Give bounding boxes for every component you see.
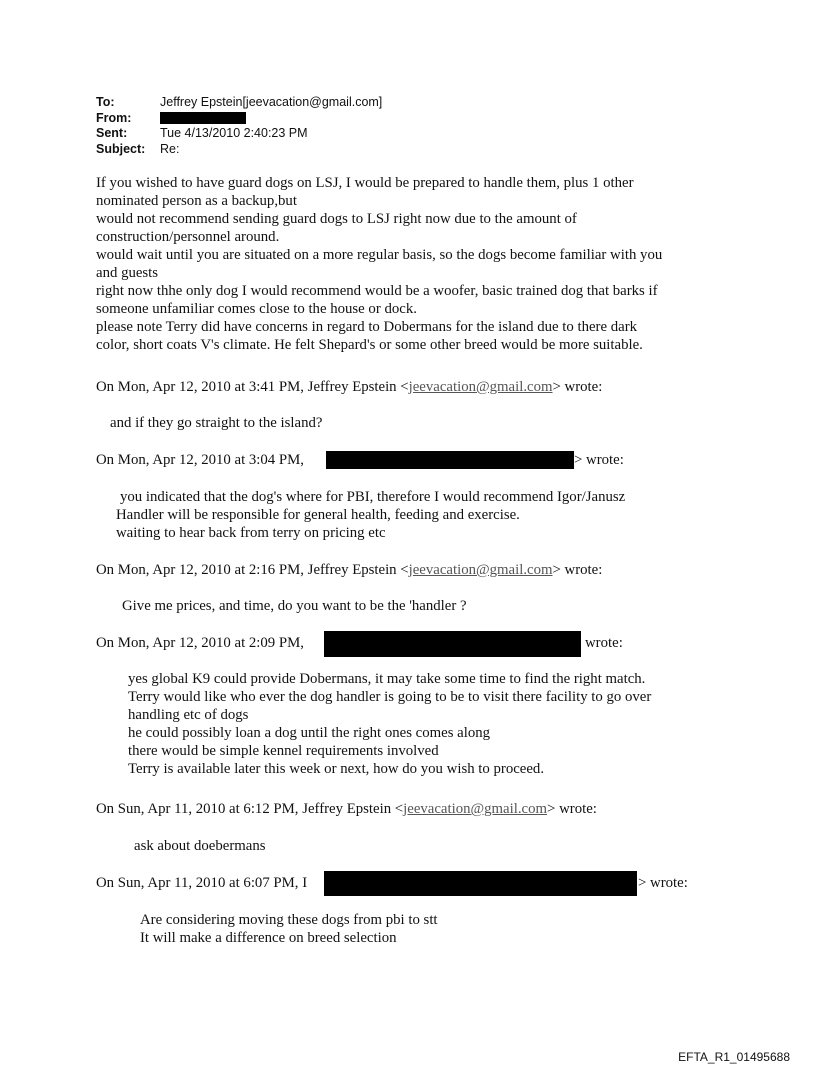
quote-text-3: Give me prices, and time, do you want to be the 'handler ? — [122, 598, 467, 614]
quote-line: It will make a difference on breed selection — [140, 930, 397, 946]
quote-text-5: ask about doebermans — [134, 838, 266, 854]
email-header — [96, 95, 382, 157]
body-line: nominated person as a backup,but — [96, 193, 297, 209]
to-label: To: — [96, 95, 115, 109]
subject-row — [96, 142, 382, 158]
quote-header-suffix: > wrote: — [552, 562, 603, 578]
quote-line: yes global K9 could provide Dobermans, it may take some time to find the right match. — [128, 671, 646, 687]
quote-line: waiting to hear back from terry on pricing etc — [116, 525, 386, 541]
quote-header-1 — [96, 378, 602, 396]
quote-header-suffix: > wrote: — [574, 452, 624, 468]
quote-header-5 — [96, 800, 597, 818]
from-row — [96, 111, 382, 127]
body-line: If you wished to have guard dogs on LSJ, I would be prepared to handle them, plus 1 other — [96, 175, 634, 191]
redaction-bar — [324, 871, 637, 896]
body-line: please note Terry did have concerns in regard to Dobermans for the island due to there dark — [96, 319, 638, 335]
email-link[interactable]: jeevacation@gmail.com — [403, 801, 548, 817]
quote-header-4 — [96, 634, 304, 652]
quote-line: Terry would like who ever the dog handler is going to be to visit there facility to go over — [128, 689, 652, 705]
redaction-bar — [160, 112, 246, 124]
quote-header-2 — [96, 451, 304, 469]
sent-value: Tue 4/13/2010 2:40:23 PM — [160, 126, 308, 140]
body-line: right now thhe only dog I would recommend would be a woofer, basic trained dog that barks if — [96, 283, 658, 299]
document-id: EFTA_R1_01495688 — [678, 1050, 790, 1064]
quote-header-text: On Sun, Apr 11, 2010 at 6:12 PM, Jeffrey Epstein < — [96, 801, 404, 817]
subject-label: Subject: — [96, 141, 146, 156]
quote-header-text: On Sun, Apr 11, 2010 at 6:07 PM, I — [96, 875, 308, 891]
quote-line: you indicated that the dog's where for PBI, therefore I would recommend Igor/Janusz — [120, 489, 626, 505]
quote-line: Handler will be responsible for general health, feeding and exercise. — [116, 507, 520, 523]
sent-row — [96, 126, 382, 142]
quote-header-suffix: > wrote: — [547, 801, 597, 817]
quote-line: Are considering moving these dogs from pbi to stt — [140, 912, 438, 928]
body-line: would wait until you are situated on a more regular basis, so the dogs become familiar with you — [96, 247, 663, 263]
sent-label: Sent: — [96, 126, 128, 140]
quote-header-text: On Mon, Apr 12, 2010 at 3:41 PM, Jeffrey Epstein < — [96, 379, 409, 395]
redaction-bar — [326, 451, 574, 469]
body-line: and guests — [96, 265, 159, 281]
quote-header-suffix: wrote: — [585, 635, 623, 651]
body-line: would not recommend sending guard dogs to LSJ right now due to the amount of — [96, 211, 577, 227]
body-line: someone unfamiliar comes close to the house or dock. — [96, 301, 417, 317]
quote-line: handling etc of dogs — [128, 707, 249, 723]
quote-header-suffix: > wrote: — [552, 379, 603, 395]
quote-header-text: On Mon, Apr 12, 2010 at 2:09 PM, — [96, 635, 304, 651]
quote-line: he could possibly loan a dog until the right ones comes along — [128, 725, 491, 741]
quote-header-text: On Mon, Apr 12, 2010 at 3:04 PM, — [96, 452, 304, 468]
quote-header-text: On Mon, Apr 12, 2010 at 2:16 PM, Jeffrey Epstein < — [96, 562, 409, 578]
quote-header-suffix: > wrote: — [638, 875, 688, 891]
email-link[interactable]: jeevacation@gmail.com — [408, 562, 553, 578]
to-value: Jeffrey Epstein[jeevacation@gmail.com] — [160, 95, 383, 109]
email-link[interactable]: jeevacation@gmail.com — [408, 379, 553, 395]
redaction-bar — [324, 631, 581, 657]
quote-text-1: and if they go straight to the island? — [110, 415, 323, 431]
quote-line: Terry is available later this week or next, how do you wish to proceed. — [128, 761, 545, 777]
from-label: From: — [96, 110, 132, 125]
body-line: construction/personnel around. — [96, 229, 280, 245]
subject-value: Re: — [160, 141, 180, 156]
body-line: color, short coats V's climate. He felt Shepard's or some other breed would be more suitable. — [96, 337, 643, 353]
quote-header-3 — [96, 561, 602, 579]
to-row — [96, 95, 382, 111]
quote-line: there would be simple kennel requirements involved — [128, 743, 439, 759]
quote-header-6 — [96, 874, 307, 892]
